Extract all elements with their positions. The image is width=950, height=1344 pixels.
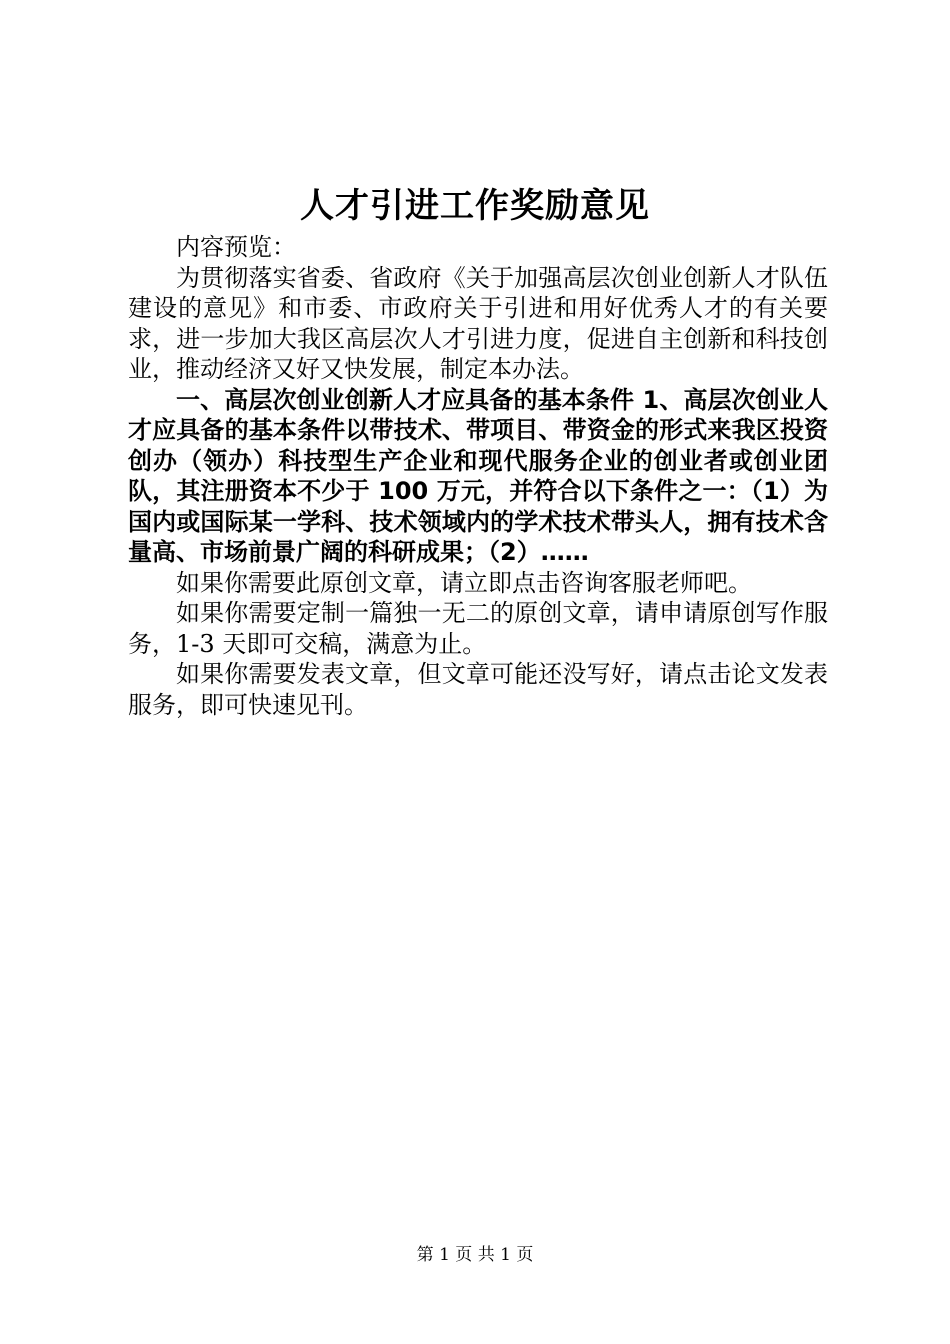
conditions-paragraph: 一、高层次创业创新人才应具备的基本条件 1、高层次创业人才应具备的基本条件以带技术、带项目、带资金的形式来我区投资创办（领办）科技型生产企业和现代服务企业的创业者或创业团队，其注册资本不少于 100 万元，并符合以下条件之一：（1）为国内或国际某一学科、技术领域内的学术技术带头人，拥有技术含量高、市场前景广阔的科研成果；（2）……	[128, 385, 828, 566]
document-body	[128, 232, 828, 720]
custom-writing-paragraph: 如果你需要定制一篇独一无二的原创文章，请申请原创写作服务，1-3 天即可交稿，满意为止。	[128, 599, 828, 658]
page-footer: 第 1 页 共 1 页	[416, 1245, 534, 1265]
preview-label: 内容预览：	[176, 233, 296, 261]
consult-paragraph: 如果你需要此原创文章，请立即点击咨询客服老师吧。	[176, 568, 752, 597]
document-title: 人才引进工作奖励意见	[300, 186, 650, 226]
intro-paragraph: 为贯彻落实省委、省政府《关于加强高层次创业创新人才队伍建设的意见》和市委、市政府关于引进和用好优秀人才的有关要求，进一步加大我区高层次人才引进力度，促进自主创新和科技创业，推动经济又好又快发展，制定本办法。	[128, 263, 828, 383]
publish-paragraph: 如果你需要发表文章，但文章可能还没写好，请点击论文发表服务，即可快速见刊。	[128, 660, 828, 719]
